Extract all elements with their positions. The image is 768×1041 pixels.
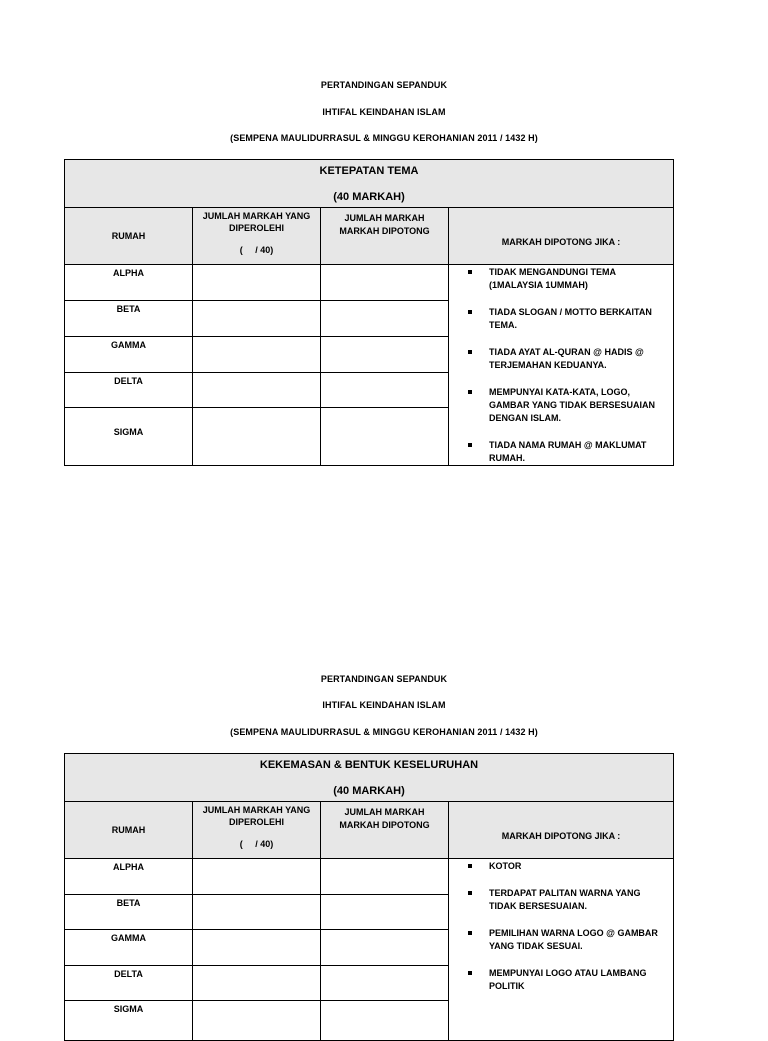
deduction-criteria-list <box>449 265 674 466</box>
marks-obtained-cell[interactable] <box>193 859 321 895</box>
house-name-delta: DELTA <box>65 966 193 1001</box>
house-name-delta: DELTA <box>65 373 193 408</box>
heading-competition: PERTANDINGAN SEPANDUK <box>320 80 448 90</box>
column-header-deduction-criteria: MARKAH DIPOTONG JIKA : <box>449 802 674 859</box>
table-marks: (40 MARKAH) <box>333 785 405 797</box>
criteria-item: MEMPUNYAI LOGO ATAU LAMBANG POLITIK <box>449 967 673 993</box>
bullet-icon <box>468 971 472 975</box>
house-name-sigma: SIGMA <box>65 1001 193 1041</box>
criteria-item: TERDAPAT PALITAN WARNA YANG TIDAK BERSESUAIAN. <box>449 887 673 913</box>
marks-deducted-cell[interactable] <box>321 859 449 895</box>
bullet-icon <box>468 270 472 274</box>
marks-deducted-cell[interactable] <box>321 930 449 966</box>
marks-obtained-cell[interactable] <box>193 408 321 466</box>
column-header-marks-deducted: JUMLAH MARKAH MARKAH DIPOTONG <box>321 802 449 859</box>
house-name-beta: BETA <box>65 895 193 930</box>
scoring-table <box>64 159 674 466</box>
house-name-gamma: GAMMA <box>65 930 193 966</box>
bullet-icon <box>468 931 472 935</box>
table-title-cell <box>65 754 674 802</box>
column-header-rumah: RUMAH <box>65 208 193 265</box>
column-header-deduction-criteria: MARKAH DIPOTONG JIKA : <box>449 208 674 265</box>
column-header-rumah: RUMAH <box>65 802 193 859</box>
marks-deducted-cell[interactable] <box>321 336 449 372</box>
scoring-table <box>64 753 674 1041</box>
marks-obtained-cell[interactable] <box>193 301 321 336</box>
heading-event: IHTIFAL KEINDAHAN ISLAM <box>322 107 446 117</box>
marks-deducted-cell[interactable] <box>321 373 449 408</box>
criteria-item: KOTOR <box>449 860 673 873</box>
bullet-icon <box>468 350 472 354</box>
bullet-icon <box>468 891 472 895</box>
criteria-item: TIADA AYAT AL-QURAN @ HADIS @ TERJEMAHAN KEDUANYA. <box>449 346 673 372</box>
marks-deducted-cell[interactable] <box>321 301 449 336</box>
marks-obtained-cell[interactable] <box>193 265 321 301</box>
marks-obtained-cell[interactable] <box>193 966 321 1001</box>
table-marks: (40 MARKAH) <box>333 191 405 203</box>
criteria-item: TIADA SLOGAN / MOTTO BERKAITAN TEMA. <box>449 306 673 332</box>
criteria-item: TIDAK MENGANDUNGI TEMA (1MALAYSIA 1UMMAH) <box>449 266 673 292</box>
bullet-icon <box>468 310 472 314</box>
marks-obtained-cell[interactable] <box>193 1001 321 1041</box>
house-name-beta: BETA <box>65 301 193 336</box>
table-title-cell <box>65 160 674 208</box>
heading-occasion: (SEMPENA MAULIDURRASUL & MINGGU KEROHANIAN 2011 / 1432 H) <box>230 133 538 143</box>
house-name-alpha: ALPHA <box>65 859 193 895</box>
marks-deducted-cell[interactable] <box>321 265 449 301</box>
house-name-gamma: GAMMA <box>65 336 193 372</box>
marks-obtained-cell[interactable] <box>193 895 321 930</box>
deduction-criteria-list <box>449 859 674 1041</box>
column-header-marks-obtained: JUMLAH MARKAH YANG DIPEROLEHI ( / 40) <box>193 802 321 859</box>
table-title: KETEPATAN TEMA <box>319 165 419 177</box>
bullet-icon <box>468 864 472 868</box>
marks-obtained-cell[interactable] <box>193 373 321 408</box>
marks-deducted-cell[interactable] <box>321 966 449 1001</box>
table-title: KEKEMASAN & BENTUK KESELURUHAN <box>259 759 479 771</box>
criteria-item: MEMPUNYAI KATA-KATA, LOGO, GAMBAR YANG TIDAK BERSESUAIAN DENGAN ISLAM. <box>449 386 673 425</box>
heading-event: IHTIFAL KEINDAHAN ISLAM <box>322 700 446 710</box>
criteria-item: TIADA NAMA RUMAH @ MAKLUMAT RUMAH. <box>449 439 673 465</box>
bullet-icon <box>468 390 472 394</box>
marks-deducted-cell[interactable] <box>321 895 449 930</box>
marks-obtained-cell[interactable] <box>193 336 321 372</box>
marks-deducted-cell[interactable] <box>321 408 449 466</box>
bullet-icon <box>468 443 472 447</box>
heading-competition: PERTANDINGAN SEPANDUK <box>320 674 448 684</box>
column-header-marks-deducted: JUMLAH MARKAH MARKAH DIPOTONG <box>321 208 449 265</box>
heading-occasion: (SEMPENA MAULIDURRASUL & MINGGU KEROHANIAN 2011 / 1432 H) <box>230 727 538 737</box>
criteria-item: PEMILIHAN WARNA LOGO @ GAMBAR YANG TIDAK SESUAI. <box>449 927 673 953</box>
marks-obtained-cell[interactable] <box>193 930 321 966</box>
house-name-sigma: SIGMA <box>65 408 193 466</box>
house-name-alpha: ALPHA <box>65 265 193 301</box>
marks-deducted-cell[interactable] <box>321 1001 449 1041</box>
column-header-marks-obtained: JUMLAH MARKAH YANG DIPEROLEHI ( / 40) <box>193 208 321 265</box>
